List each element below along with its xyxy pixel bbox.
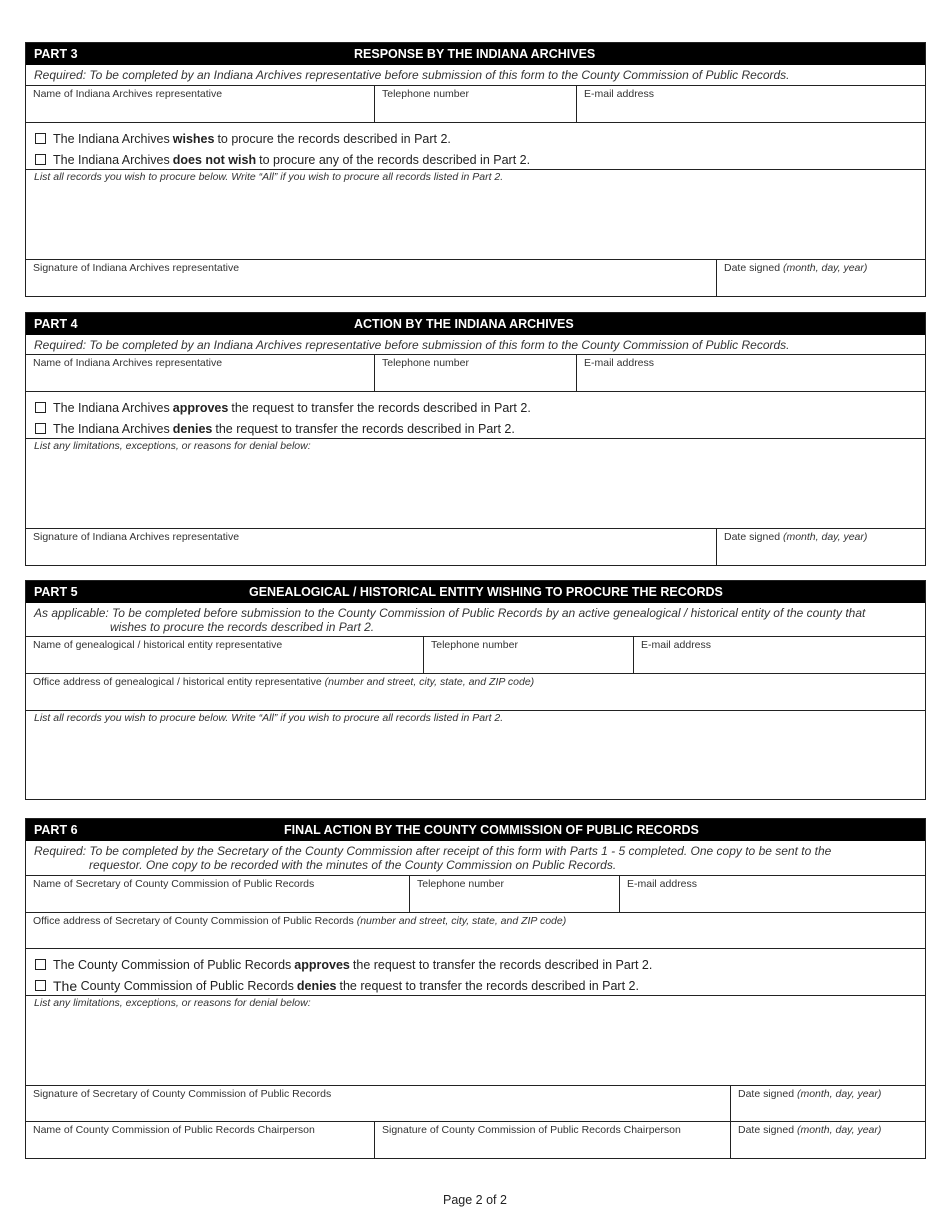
option-text: The [53, 977, 78, 994]
field-label: E-mail address [584, 88, 655, 100]
part-6-header [26, 819, 925, 841]
chairperson-name-field[interactable] [26, 1122, 375, 1158]
entity-rep-phone-field[interactable] [424, 637, 634, 673]
limitations-area[interactable] [26, 439, 925, 529]
option-bold-text: denies [172, 421, 213, 436]
field-label: Signature of Indiana Archives representative [33, 531, 240, 543]
option-text: the request to transfer the records described in Part 2. [339, 978, 639, 993]
field-label-format: (number and street, city, state, and ZIP code) [324, 676, 535, 688]
part-3-label: PART 3 [34, 47, 78, 61]
archives-rep-name-field[interactable] [26, 86, 375, 122]
part-4-header [26, 313, 925, 335]
area-label: List all records you wish to procure below. Write “All” if you wish to procure all records listed in Part 2. [34, 712, 504, 724]
denies-checkbox[interactable] [35, 423, 46, 434]
option-bold-text: denies [296, 978, 337, 993]
field-label: Name of County Commission of Public Records Chairperson [33, 1124, 315, 1136]
field-label: Office address of Secretary of County Commission of Public Records [33, 915, 354, 927]
secretary-email-field[interactable] [620, 876, 925, 912]
wishes-option[interactable] [35, 128, 917, 149]
option-text: the request to transfer the records described in Part 2. [215, 421, 515, 436]
date-signed-field[interactable] [717, 260, 925, 296]
part-4-section [25, 312, 926, 566]
part-3-header [26, 43, 925, 65]
area-label: List all records you wish to procure below. Write “All” if you wish to procure all records listed in Part 2. [34, 171, 504, 183]
field-label: Telephone number [417, 878, 504, 890]
part-6-label: PART 6 [34, 823, 78, 837]
option-text: The County Commission of Public Records [53, 957, 292, 972]
chairperson-signature-field[interactable] [375, 1122, 731, 1158]
option-text: to procure any of the records described in Part 2. [259, 152, 531, 167]
field-label: Telephone number [382, 357, 469, 369]
option-text: the request to transfer the records described in Part 2. [231, 400, 531, 415]
part-4-instructions: Required: To be completed by an Indiana Archives representative before submission of this form to the County Commission of Public Records. [26, 335, 925, 355]
field-label: Date signed [738, 1088, 795, 1100]
field-label: Date signed [724, 531, 781, 543]
field-label-format: (month, day, year) [782, 531, 868, 543]
archives-rep-phone-field[interactable] [375, 86, 577, 122]
entity-office-address-field[interactable] [26, 674, 925, 710]
field-label-format: (month, day, year) [796, 1088, 882, 1100]
commission-approves-option[interactable] [35, 954, 917, 975]
secretary-phone-field[interactable] [410, 876, 620, 912]
option-bold-text: approves [172, 400, 229, 415]
option-bold-text: wishes [172, 131, 215, 146]
part-6-section [25, 818, 926, 1159]
secretary-office-address-field[interactable] [26, 913, 925, 948]
commission-denies-option[interactable] [35, 975, 917, 996]
option-bold-text: approves [294, 957, 350, 972]
archives-rep-signature-field[interactable] [26, 260, 717, 296]
option-text: the request to transfer the records described in Part 2. [352, 957, 653, 972]
field-label: E-mail address [627, 878, 698, 890]
field-label: Name of genealogical / historical entity representative [33, 639, 283, 651]
entity-rep-name-field[interactable] [26, 637, 424, 673]
option-text: to procure the records described in Part 2. [217, 131, 451, 146]
secretary-signature-field[interactable] [26, 1086, 731, 1121]
denies-option[interactable] [35, 418, 917, 439]
approves-option[interactable] [35, 397, 917, 418]
field-label: Date signed [738, 1124, 795, 1136]
field-label-format: (month, day, year) [796, 1124, 882, 1136]
archives-rep-phone-field[interactable] [375, 355, 577, 391]
wishes-checkbox[interactable] [35, 133, 46, 144]
part-4-title: ACTION BY THE INDIANA ARCHIVES [354, 317, 574, 331]
option-text: The Indiana Archives [53, 152, 170, 167]
part-5-label: PART 5 [34, 585, 78, 599]
area-label: List any limitations, exceptions, or reasons for denial below: [34, 997, 311, 1009]
approves-checkbox[interactable] [35, 402, 46, 413]
option-text: The Indiana Archives [53, 131, 170, 146]
field-label: E-mail address [641, 639, 712, 651]
part-3-instructions: Required: To be completed by an Indiana Archives representative before submission of this form to the County Commission of Public Records. [26, 65, 925, 86]
part-3-section [25, 42, 926, 297]
approves-checkbox[interactable] [35, 959, 46, 970]
page-number: Page 2 of 2 [443, 1193, 507, 1207]
records-to-procure-area[interactable] [26, 711, 925, 799]
part-5-section [25, 580, 926, 800]
denies-checkbox[interactable] [35, 980, 46, 991]
instructions-line-1: As applicable: To be completed before submission to the County Commission of Public Records by an active genealogical / historical entity of the county that [34, 606, 866, 620]
date-signed-field[interactable] [731, 1086, 925, 1121]
field-label: Name of Indiana Archives representative [33, 88, 223, 100]
field-label: Signature of Secretary of County Commission of Public Records [33, 1088, 332, 1100]
field-label: Office address of genealogical / historical entity representative [33, 676, 322, 688]
field-label: Date signed [724, 262, 781, 274]
field-label: E-mail address [584, 357, 655, 369]
does-not-wish-option[interactable] [35, 149, 917, 170]
part-5-title: GENEALOGICAL / HISTORICAL ENTITY WISHING TO PROCURE THE RECORDS [249, 585, 723, 599]
does-not-wish-checkbox[interactable] [35, 154, 46, 165]
part-6-title: FINAL ACTION BY THE COUNTY COMMISSION OF PUBLIC RECORDS [284, 823, 699, 837]
part-5-header [26, 581, 925, 603]
field-label-format: (number and street, city, state, and ZIP code) [356, 915, 567, 927]
field-label: Name of Secretary of County Commission of Public Records [33, 878, 315, 890]
area-label: List any limitations, exceptions, or reasons for denial below: [34, 440, 311, 452]
date-signed-field[interactable] [717, 529, 925, 565]
field-label: Telephone number [431, 639, 518, 651]
part-6-instructions [26, 841, 925, 876]
instructions-line-1: Required: To be completed by the Secretary of the County Commission after receipt of this form with Parts 1 - 5 completed. One copy to be sent to the [34, 844, 832, 858]
part-3-title: RESPONSE BY THE INDIANA ARCHIVES [354, 47, 596, 61]
archives-rep-email-field[interactable] [577, 355, 925, 391]
field-label: Signature of Indiana Archives representative [33, 262, 240, 274]
date-signed-field[interactable] [731, 1122, 925, 1158]
option-text: The Indiana Archives [53, 400, 170, 415]
secretary-name-field[interactable] [26, 876, 410, 912]
entity-rep-email-field[interactable] [634, 637, 925, 673]
field-label-format: (month, day, year) [782, 262, 868, 274]
option-bold-text: does not wish [172, 152, 257, 167]
part-5-instructions [26, 603, 925, 637]
archives-rep-email-field[interactable] [577, 86, 925, 122]
field-label: Signature of County Commission of Public Records Chairperson [382, 1124, 681, 1136]
option-text: County Commission of Public Records [80, 978, 294, 993]
limitations-area[interactable] [26, 996, 925, 1086]
instructions-line-2: requestor. One copy to be recorded with the minutes of the County Commission on Public Records. [89, 858, 617, 872]
archives-rep-signature-field[interactable] [26, 529, 717, 565]
records-to-procure-area[interactable] [26, 170, 925, 260]
instructions-line-2: wishes to procure the records described in Part 2. [110, 620, 375, 634]
field-label: Telephone number [382, 88, 469, 100]
archives-rep-name-field[interactable] [26, 355, 375, 391]
part-4-label: PART 4 [34, 317, 78, 331]
option-text: The Indiana Archives [53, 421, 170, 436]
field-label: Name of Indiana Archives representative [33, 357, 223, 369]
